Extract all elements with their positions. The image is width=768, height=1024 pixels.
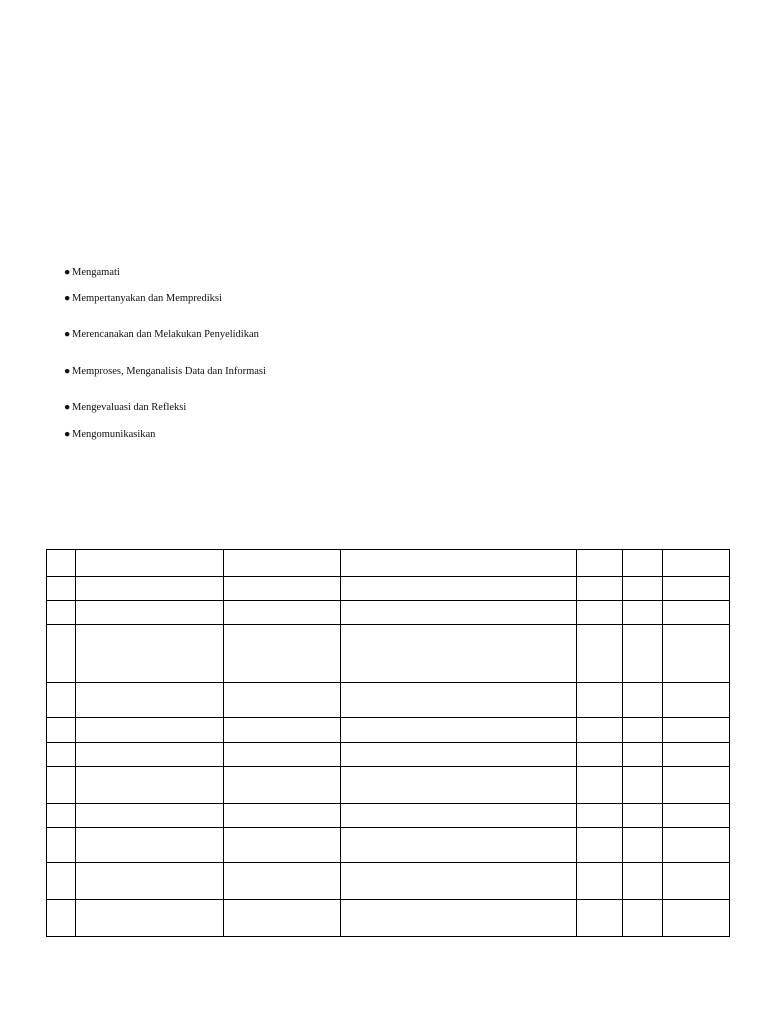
table-cell <box>341 601 577 625</box>
bullet-list <box>64 0 464 460</box>
table-cell <box>47 828 76 863</box>
table-cell <box>47 804 76 828</box>
table-row <box>47 601 730 625</box>
table-row <box>47 683 730 718</box>
table-cell <box>623 683 663 718</box>
table-cell <box>76 550 224 577</box>
table-cell <box>224 743 341 767</box>
table-cell <box>224 683 341 718</box>
table-cell <box>341 718 577 743</box>
table-cell <box>76 683 224 718</box>
table-body <box>47 550 730 937</box>
table-cell <box>76 828 224 863</box>
table-cell <box>47 767 76 804</box>
empty-grid-table <box>46 549 730 937</box>
table-cell <box>224 625 341 683</box>
bullet-item <box>64 328 259 341</box>
table-row <box>47 743 730 767</box>
table-cell <box>341 625 577 683</box>
table-cell <box>623 804 663 828</box>
table-cell <box>663 743 730 767</box>
table-cell <box>47 577 76 601</box>
table-cell <box>623 828 663 863</box>
bullet-dot-icon: ● <box>64 329 71 340</box>
table-cell <box>224 550 341 577</box>
table-cell <box>623 550 663 577</box>
table-cell <box>341 577 577 601</box>
table-cell <box>623 577 663 601</box>
table-row <box>47 900 730 937</box>
table-cell <box>623 625 663 683</box>
table-cell <box>663 577 730 601</box>
table-cell <box>341 767 577 804</box>
table-row <box>47 863 730 900</box>
table-cell <box>76 804 224 828</box>
bullet-item <box>64 428 155 441</box>
table-cell <box>76 577 224 601</box>
table-cell <box>577 828 623 863</box>
table-cell <box>76 718 224 743</box>
bullet-text: Merencanakan dan Melakukan Penyelidikan <box>72 329 259 340</box>
table-cell <box>224 601 341 625</box>
table-cell <box>47 625 76 683</box>
table-cell <box>663 900 730 937</box>
table-cell <box>623 601 663 625</box>
table-cell <box>341 900 577 937</box>
table-cell <box>47 900 76 937</box>
table-cell <box>76 863 224 900</box>
table-row <box>47 828 730 863</box>
table-cell <box>224 767 341 804</box>
table-cell <box>76 601 224 625</box>
table-cell <box>623 900 663 937</box>
table-cell <box>663 767 730 804</box>
table-cell <box>47 718 76 743</box>
bullet-item <box>64 266 120 279</box>
table-cell <box>577 683 623 718</box>
bullet-dot-icon: ● <box>64 293 71 304</box>
table-cell <box>623 767 663 804</box>
table-cell <box>47 863 76 900</box>
table-cell <box>76 743 224 767</box>
table-cell <box>577 804 623 828</box>
bullet-dot-icon: ● <box>64 402 71 413</box>
table-cell <box>577 743 623 767</box>
table-row <box>47 804 730 828</box>
table-row <box>47 718 730 743</box>
table-cell <box>76 767 224 804</box>
table-cell <box>663 828 730 863</box>
table-cell <box>577 625 623 683</box>
table-row <box>47 767 730 804</box>
bullet-dot-icon: ● <box>64 366 71 377</box>
table-cell <box>341 683 577 718</box>
bullet-text: Mengevaluasi dan Refleksi <box>72 402 187 413</box>
table-row <box>47 577 730 601</box>
table-cell <box>623 863 663 900</box>
table-cell <box>577 863 623 900</box>
table-cell <box>577 767 623 804</box>
table-cell <box>224 577 341 601</box>
bullet-item <box>64 292 222 305</box>
bullet-text: Mengomunikasikan <box>72 429 156 440</box>
table-cell <box>47 601 76 625</box>
bullet-text: Memproses, Menganalisis Data dan Informasi <box>72 366 266 377</box>
table-row <box>47 625 730 683</box>
table-cell <box>663 718 730 743</box>
table-cell <box>224 863 341 900</box>
table-cell <box>47 683 76 718</box>
table-cell <box>341 743 577 767</box>
table-cell <box>341 863 577 900</box>
table-row <box>47 550 730 577</box>
table-cell <box>577 718 623 743</box>
table-cell <box>663 804 730 828</box>
table-cell <box>623 743 663 767</box>
table-cell <box>47 550 76 577</box>
table-cell <box>224 900 341 937</box>
table-cell <box>577 577 623 601</box>
bullet-item <box>64 365 266 378</box>
table-cell <box>224 828 341 863</box>
bullet-text: Mempertanyakan dan Memprediksi <box>72 293 222 304</box>
bullet-dot-icon: ● <box>64 267 71 278</box>
table-cell <box>341 804 577 828</box>
table-cell <box>76 625 224 683</box>
table-cell <box>341 828 577 863</box>
table-cell <box>663 550 730 577</box>
table-cell <box>663 863 730 900</box>
table-cell <box>224 804 341 828</box>
bullet-dot-icon: ● <box>64 429 71 440</box>
table-cell <box>577 900 623 937</box>
table-cell <box>623 718 663 743</box>
bullet-item <box>64 401 186 414</box>
table-cell <box>663 601 730 625</box>
table-cell <box>224 718 341 743</box>
table-cell <box>577 550 623 577</box>
table-cell <box>663 625 730 683</box>
table-cell <box>577 601 623 625</box>
table-cell <box>341 550 577 577</box>
table-cell <box>47 743 76 767</box>
bullet-text: Mengamati <box>72 267 120 278</box>
table-cell <box>663 683 730 718</box>
table-cell <box>76 900 224 937</box>
